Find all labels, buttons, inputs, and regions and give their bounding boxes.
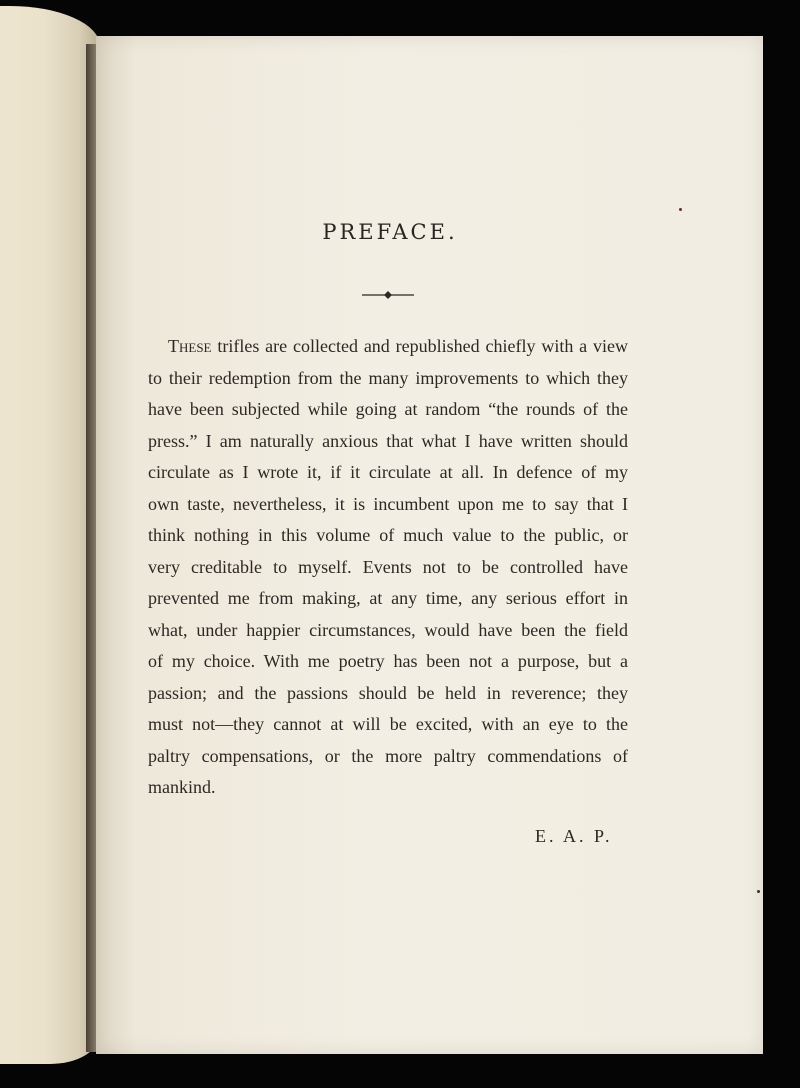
paragraph-line: press.” I am naturally anxious that what I have written should <box>148 430 628 451</box>
preface-paragraph <box>148 331 628 804</box>
ornament-rule-icon <box>362 289 414 301</box>
paragraph-line: think nothing in this volume of much value to the public, or <box>148 525 628 545</box>
paragraph-line: what, under happier circumstances, would have been the field <box>148 619 628 640</box>
paragraph-line: prevented me from making, at any time, any serious effort in <box>148 588 628 608</box>
left-page <box>0 6 100 1064</box>
paragraph-line: paltry compensations, or the more paltry commendations of <box>148 745 628 766</box>
paper-speck <box>679 208 682 211</box>
paragraph-line: to their redemption from the many improvements to which they <box>148 367 628 388</box>
signature: E. A. P. <box>535 826 613 846</box>
page-title: PREFACE. <box>322 220 458 244</box>
paragraph-line: passion; and the passions should be held in reverence; they <box>148 682 628 703</box>
paragraph-line: These trifles are collected and republished chiefly with a view <box>168 336 628 356</box>
paper-speck <box>757 890 760 893</box>
paragraph-line: must not—they cannot at will be excited, with an eye to the <box>148 714 628 734</box>
lead-word: These <box>168 336 212 356</box>
paragraph-line: mankind. <box>148 777 216 797</box>
paragraph-line: of my choice. With me poetry has been not a purpose, but a <box>148 651 628 671</box>
paragraph-line: circulate as I wrote it, if it circulate at all. In defence of my <box>148 462 628 482</box>
paragraph-line: own taste, nevertheless, it is incumbent upon me to say that I <box>148 493 628 514</box>
paragraph-line: very creditable to myself. Events not to be controlled have <box>148 556 628 577</box>
paragraph-line: have been subjected while going at random “the rounds of the <box>148 399 628 419</box>
